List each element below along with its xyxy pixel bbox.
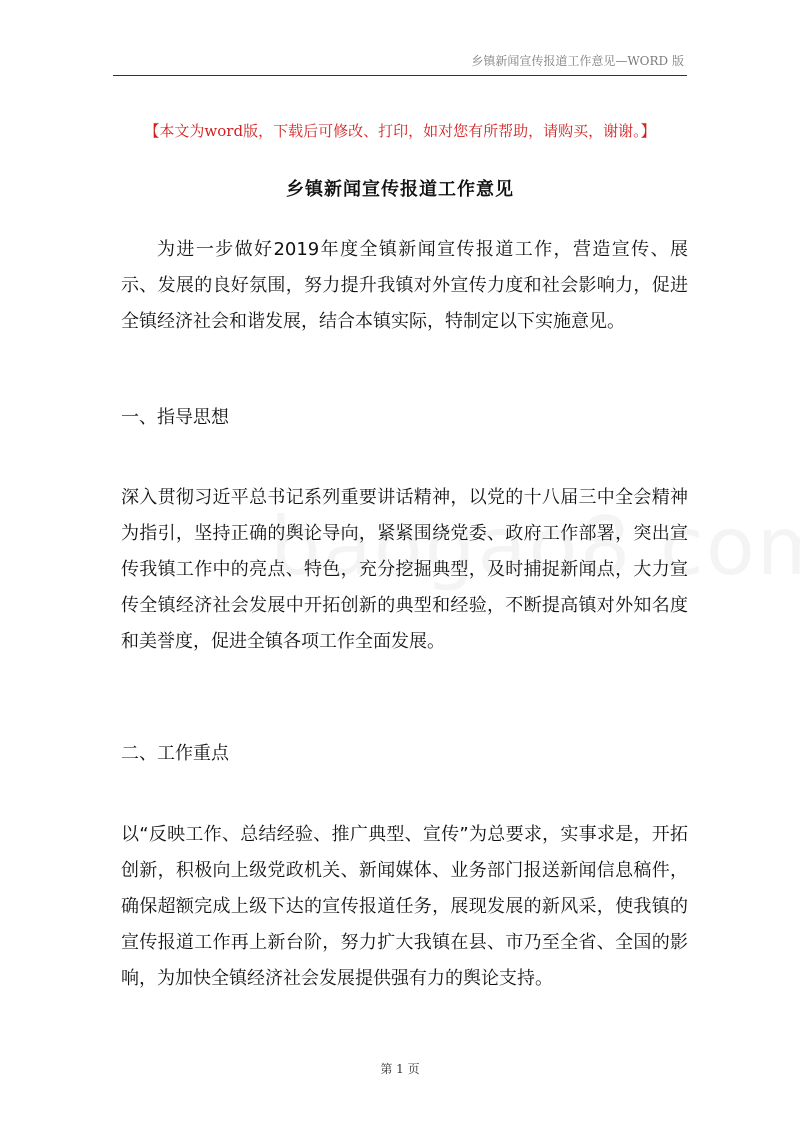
section-body-2: 以“反映工作、总结经验、推广典型、宣传”为总要求，实事求是，开拓创新，积极向上级党政机关、新闻媒体、业务部门报送新闻信息稿件，确保超额完成上级下达的宣传报道任务，展现发展的新风采，使我镇的宣传报道工作再上新台阶，努力扩大我镇在县、市乃至全省、全国的影响，为加快全镇经济社会发展提供强有力的舆论支持。 [121, 824, 688, 989]
header-rule [113, 75, 687, 76]
section-heading-1: 一、指导思想 [121, 407, 229, 428]
download-notice: 【本文为word版，下载后可修改、打印，如对您有所帮助，请购买，谢谢。】 [144, 122, 656, 140]
intro-paragraph: 为进一步做好2019年度全镇新闻宣传报道工作，营造宣传、展示、发展的良好氛围，努力提升我镇对外宣传力度和社会影响力，促进全镇经济社会和谐发展，结合本镇实际，特制定以下实施意见。 [121, 239, 688, 332]
page-header-text: 乡镇新闻宣传报道工作意见—WORD 版 [471, 54, 684, 68]
page-number: 第 1 页 [380, 1062, 420, 1076]
document-title: 乡镇新闻宣传报道工作意见 [286, 179, 514, 200]
section-body-1: 深入贯彻习近平总书记系列重要讲话精神，以党的十八届三中全会精神为指引，坚持正确的舆论导向，紧紧围绕党委、政府工作部署，突出宣传我镇工作中的亮点、特色，充分挖掘典型，及时捕捉新闻点，大力宣传全镇经济社会发展中开拓创新的典型和经验，不断提高镇对外知名度和美誉度，促进全镇各项工作全面发展。 [121, 487, 688, 652]
section-heading-2: 二、工作重点 [121, 743, 229, 764]
